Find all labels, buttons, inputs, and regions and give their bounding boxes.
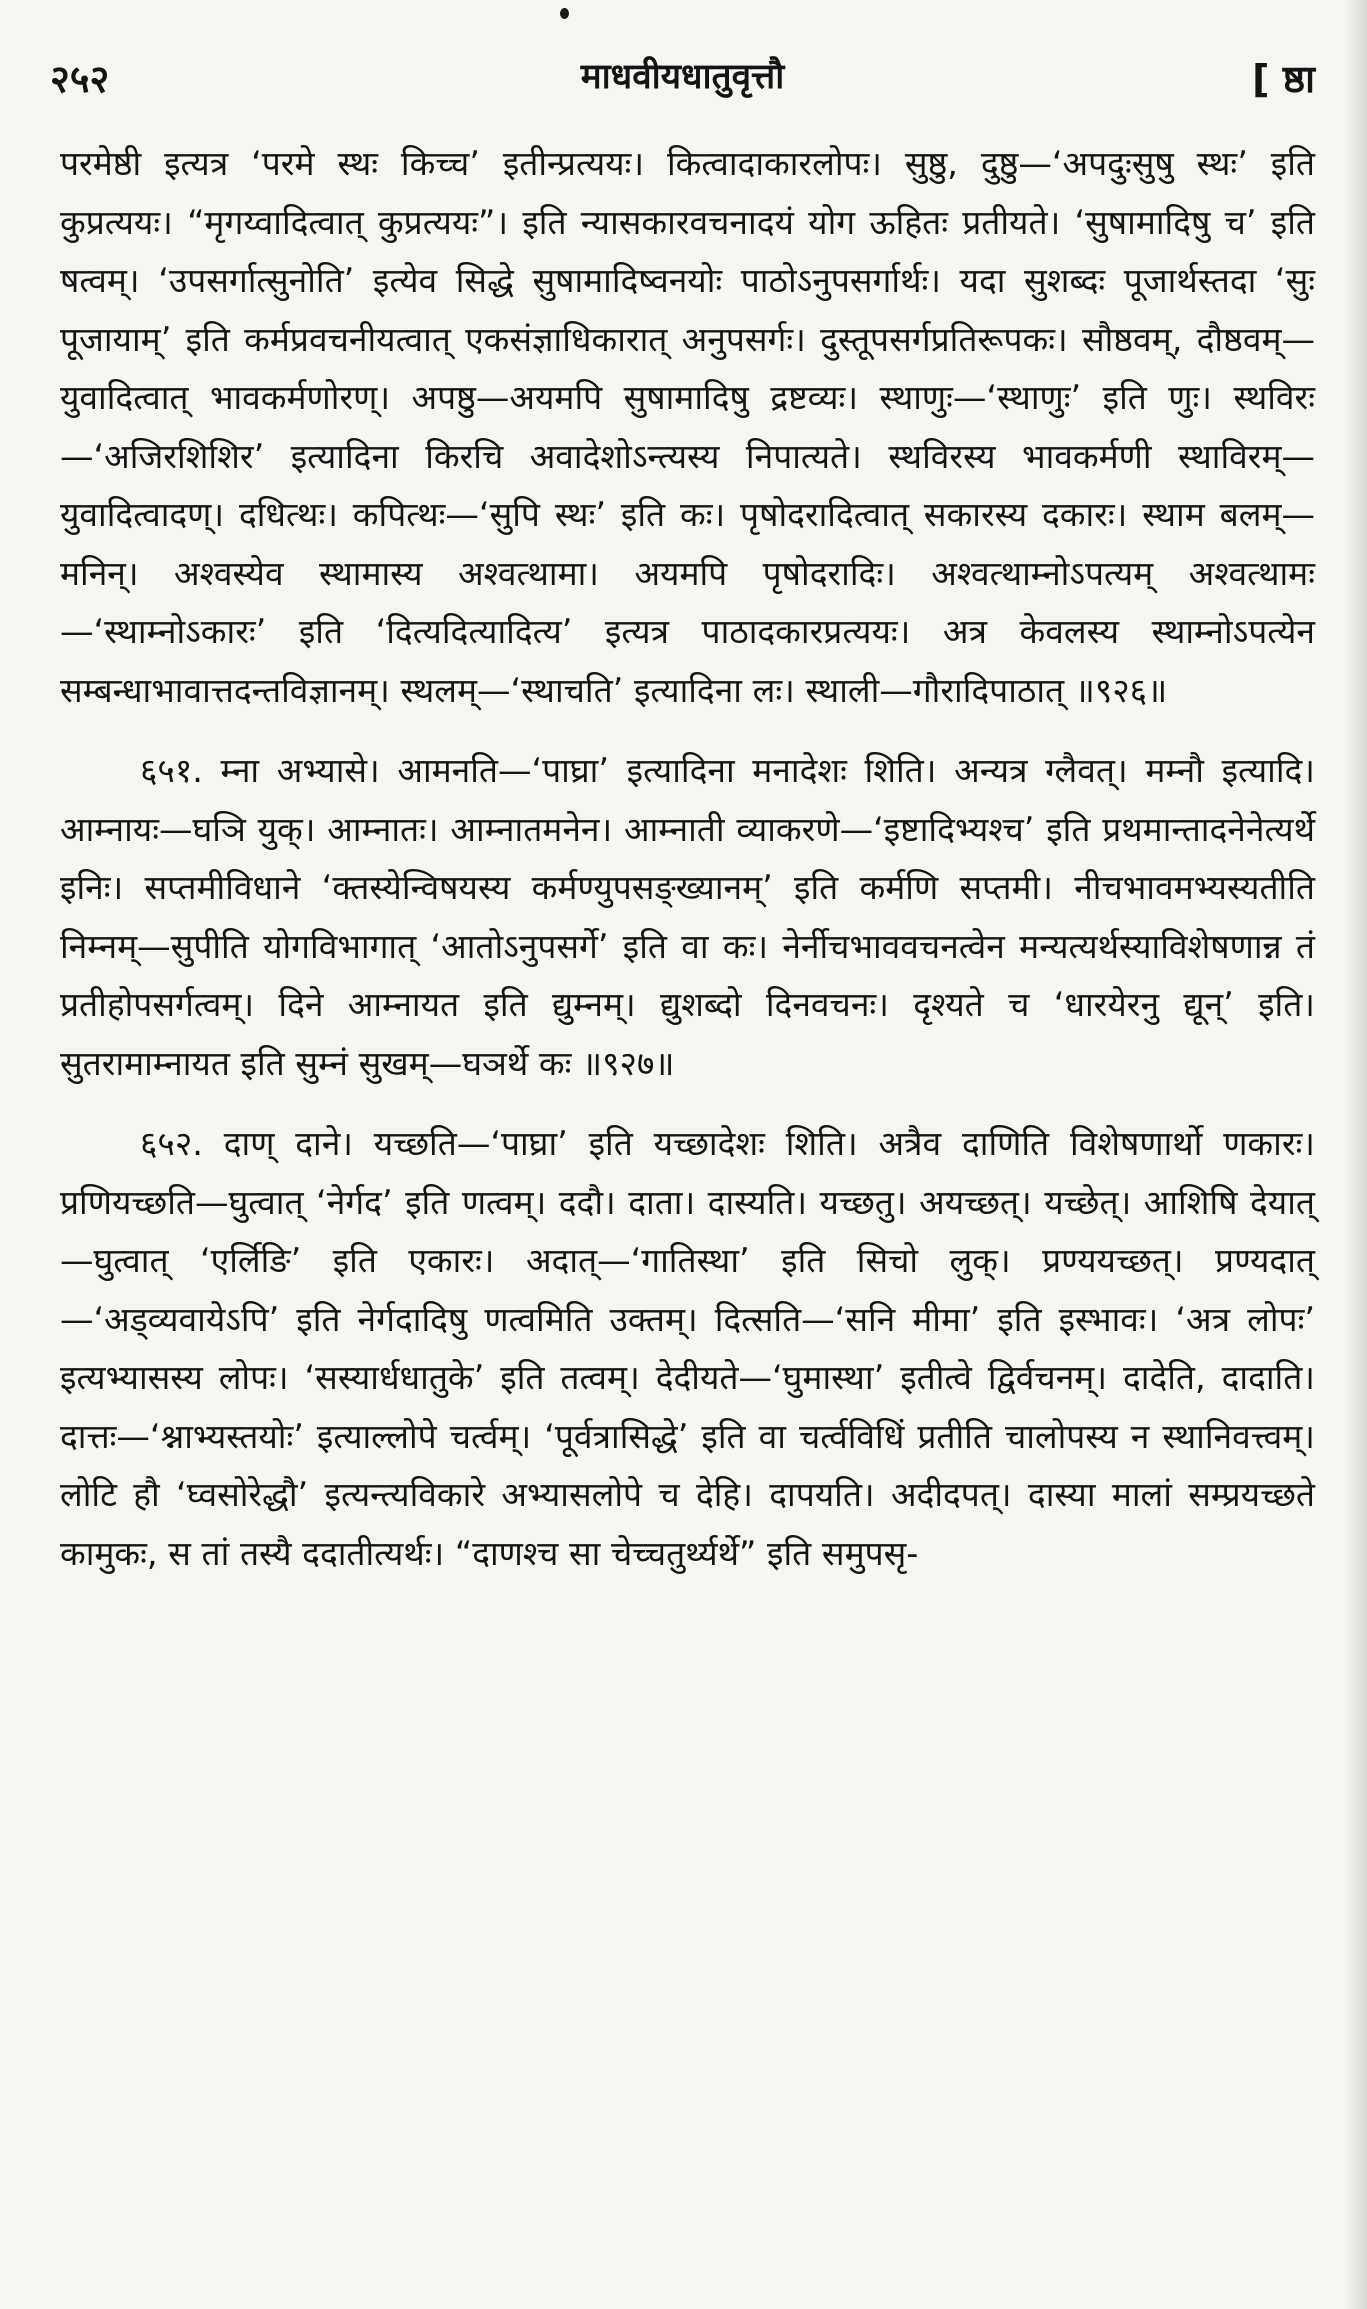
section-marker: [ ष्ठा — [1252, 57, 1315, 101]
running-title: माधवीयधातुवृत्तौ — [580, 57, 785, 97]
paragraph-mnaa-abhyaase: ६५१. म्ना अभ्यासे। आमनति—‘पाघ्रा’ इत्यादिना मनादेशः शिति। अन्यत्र ग्लैवत्। मम्नौ इत्यादि। आम्नायः—घञि युक्। आम्नातः। आम्नातमनेन। आम्नाती व्याकरणे—‘इष्टादिभ्यश्च’ इति प्रथमान्तादनेनेत्यर्थे इनिः। सप्तमीविधाने ‘क्तस्येन्विषयस्य कर्मण्युपसङ्ख्यानम्’ इति कर्मणि सप्तमी। नीचभावमभ्यस्यतीति निम्नम्—सुपीति योगविभागात् ‘आतोऽनुपसर्गे’ इति वा कः। नेर्नीचभाववचनत्वेन मन्यत्यर्थस्याविशेषणान्न तं प्रतीहोपसर्गत्वम्। दिने आम्नायत इति द्युम्नम्। द्युशब्दो दिनवचनः। दृश्यते च ‘धारयेरनु द्यून्’ इति। सुतरामाम्नायत इति सुम्नं सुखम्—घञर्थे कः ॥९२७॥ — [60, 751, 1315, 1083]
paragraph-sthaa-commentary: परमेष्ठी इत्यत्र ‘परमे स्थः किच्च’ इतीन्प्रत्ययः। कित्वादाकारलोपः। सुष्ठु, दुष्ठु—‘अपदुःसुषु स्थः’ इति कुप्रत्ययः। “मृगय्वादित्वात् कुप्रत्ययः”। इति न्यासकारवचनादयं योग ऊहितः प्रतीयते। ‘सुषामादिषु च’ इति षत्वम्। ‘उपसर्गात्सुनोति’ इत्येव सिद्धे सुषामादिष्वनयोः पाठोऽनुपसर्गार्थः। यदा सुशब्दः पूजार्थस्तदा ‘सुः पूजायाम्’ इति कर्मप्रवचनीयत्वात् एकसंज्ञाधिकारात् अनुपसर्गः। दुस्तूपसर्गप्रतिरूपकः। सौष्ठवम्, दौष्ठवम्—युवादित्वात् भावकर्मणोरण्। अपष्ठु—अयमपि सुषामादिषु द्रष्टव्यः। स्थाणुः—‘स्थाणुः’ इति णुः। स्थविरः—‘अजिरशिशिर’ इत्यादिना किरचि अवादेशोऽन्त्यस्य निपात्यते। स्थविरस्य भावकर्मणी स्थाविरम्—युवादित्वादण्। दधित्थः। कपित्थः—‘सुपि स्थः’ इति कः। पृषोदरादित्वात् सकारस्य दकारः। स्थाम बलम्—मनिन्। अश्वस्येव स्थामास्य अश्वत्थामा। अयमपि पृषोदरादिः। अश्वत्थाम्नोऽपत्यम् अश्वत्थामः—‘स्थाम्नोऽकारः’ इति ‘दित्यदित्यादित्य’ इत्यत्र पाठादकारप्रत्ययः। अत्र केवलस्य स्थाम्नोऽपत्येन सम्बन्धाभावात्तदन्तविज्ञानम्। स्थलम्—‘स्थाचति’ इत्यादिना लः। स्थाली—गौरादिपाठात् ॥९२६॥ — [60, 144, 1315, 710]
page-header — [50, 52, 1315, 112]
page-edge-shadow — [1345, 0, 1367, 2309]
paragraph-daan-daane: ६५२. दाण् दाने। यच्छति—‘पाघ्रा’ इति यच्छादेशः शिति। अत्रैव दाणिति विशेषणार्थो णकारः। प्रणियच्छति—घुत्वात् ‘नेर्गद’ इति णत्वम्। ददौ। दाता। दास्यति। यच्छतु। अयच्छत्। यच्छेत्। आशिषि देयात्—घुत्वात् ‘एर्लिङि’ इति एकारः। अदात्—‘गातिस्था’ इति सिचो लुक्। प्रण्ययच्छत्। प्रण्यदात्—‘अड्व्यवायेऽपि’ इति नेर्गदादिषु णत्वमिति उक्तम्। दित्सति—‘सनि मीमा’ इति इस्भावः। ‘अत्र लोपः’ इत्यभ्यासस्य लोपः। ‘सस्यार्धधातुके’ इति तत्वम्। देदीयते—‘घुमास्था’ इतीत्वे द्विर्वचनम्। दादेति, दादाति। दात्तः—‘श्नाभ्यस्तयोः’ इत्याल्लोपे चर्त्वम्। ‘पूर्वत्रासिद्धे’ इति वा चर्त्वविधिं प्रतीति चालोपस्य न स्थानिवत्त्वम्। लोटि हौ ‘घ्वसोरेद्धौ’ इत्यन्त्यविकारे अभ्यासलोपे च देहि। दापयति। अदीदपत्। दास्या मालां सम्प्रयच्छते कामुकः, स तां तस्यै ददातीत्यर्थः। “दाणश्च सा चेच्चतुर्थ्यर्थे” इति समुपसृ- — [60, 1124, 1315, 1573]
page-body — [60, 135, 1315, 1583]
ink-dot — [560, 8, 569, 19]
page-number: २५२ — [50, 57, 110, 101]
